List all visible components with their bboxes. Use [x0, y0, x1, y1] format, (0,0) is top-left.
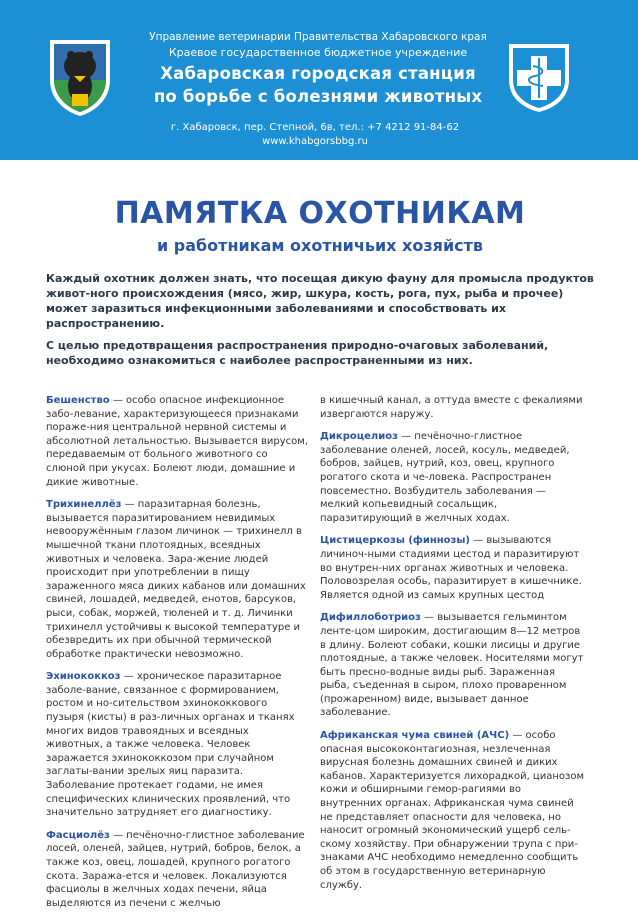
disease-term: Цистицеркозы (финнозы): [320, 535, 470, 547]
disease-description: — вызываются личиноч-ными стадиями цестод и паразитируют во внутрен-них органах животных и человека. Половозрелая особь, паразитирует в кишечнике. Является одной из самых крупных цестод: [320, 535, 582, 601]
right-column: [320, 394, 585, 901]
document-title: ПАМЯТКА ОХОТНИКАМ: [114, 196, 526, 231]
disease-description: — особо опасное инфекционное забо-левание, характеризующееся признаками пораже-ния центральной нервной системы и абсолютной летальностью. Вызывается вирусом, передаваемым от больного животного со слюной при укусах. Болеют люди, домашние и дикие животные.: [46, 395, 308, 488]
intro-paragraph: Каждый охотник должен знать, что посещая дикую фауну для промысла продуктов живот-ного происхождения (мясо, жир, шкура, кость, рога, пух, рыба и прочее) может заразиться инфекционными заболеваниями и способствовать их распространению.: [46, 272, 594, 330]
disease-entry: [46, 498, 308, 661]
org-address: г. Хабаровск, пер. Степной, 6в, тел.: +7 4212 91-84-62: [170, 122, 460, 133]
disease-entry: [46, 670, 308, 820]
org-parent-name: Управление ветеринарии Правительства Хабаровского края: [149, 31, 487, 43]
intro-paragraph-2: С целью предотвращения распространения природно-очаговых заболеваний, необходимо ознакомиться с наиболее распространенными из них.: [46, 339, 549, 367]
disease-term: Дикроцелиоз: [320, 431, 398, 443]
disease-description: — печёночно-глистное заболевание оленей, лосей, косуль, медведей, бобров, зайцев, нутрий, коз, овец, крупного рогатого скота и че-ловека. Распространен повсеместно. Возбудитель заболевания — мелкий копьевидный сосальщик, паразитирующий в желчных ходах.: [320, 431, 570, 524]
disease-term: Фасциолёз: [46, 829, 110, 841]
org-title-line1: Хабаровская городская станция: [160, 64, 476, 83]
disease-description: — вызывается гельминтом ленте-цом широким, достигающим 8—12 метров в длину. Болеют собаки, кошки лисицы и другие плотоядные, а также человек. Носителями могут быть пресно-водные виды рыб. Зараженная рыба, съеденная в сыром, плохо проваренном (прожаренном) виде, вызывает данное заболевание.: [320, 612, 584, 719]
disease-term: Дифиллоботриоз: [320, 612, 421, 624]
disease-term: Трихинеллёз: [46, 499, 122, 511]
disease-description: в кишечный канал, а оттуда вместе с фекалиями извергаются наружу.: [320, 395, 583, 420]
disease-entry: [46, 829, 308, 911]
disease-entry: [46, 394, 308, 489]
disease-term: Бешенство: [46, 395, 110, 406]
disease-entry: [320, 611, 585, 720]
disease-description: — особо опасная высококонтагиозная, незлеченная вирусная болезнь домашних свиней и диких кабанов. Характеризуется лихорадкой, цианозом кожи и обширными гемор-рагиями во внутренних органах. Африканская чума свиней не представляет опасности для человека, но наносит огромный экономический ущерб сель-скому хозяйству. При обнаружении трупа с при-знаками АЧС необходимо немедленно сообщить об этом в государственную ветеринарную службу.: [320, 730, 584, 891]
disease-description: — паразитарная болезнь, вызывается паразитированием невидимых невооружённым глазом личинок — трихинелл в мышечной ткани плотоядных, всеядных животных и человека. Зара-жение людей происходит при употреблении в пищу зараженного мяса диких кабанов или домашних свиней, лошадей, медведей, енотов, барсуков, рыси, собак, моржей, тюленей и т. д. Личинки трихинелл устойчивы к высокой температуре и обезвредить их при обычной термической обработке практически невозможно.: [46, 499, 306, 660]
document-subtitle: и работникам охотничьих хозяйств: [156, 236, 484, 255]
left-column: [46, 394, 308, 919]
disease-description: — хроническое паразитарное заболе-вание, связанное с формированием, ростом и но-сительством эхинококкового пузыря (кисты) в раз-личных органах и тканях многих видов травоядных и всеядных животных, а также человека. Человек заражается эхинококкозом при случайном заглаты-вании зрелых яиц паразита. Заболевание протекает годами, не имея специфических клинических проявлений, что значительно затрудняет его диагностику.: [46, 671, 295, 819]
disease-term: Африканская чума свиней (АЧС): [320, 730, 510, 742]
disease-description: — печёночно-глистное заболевание лосей, оленей, зайцев, нутрий, бобров, белок, а также коз, овец, лошадей, крупного рогатого скота. Заража-ется и человек. Локализуются фасциолы в желчных ходах печени, яйца выделяются из печени с желчью: [46, 829, 305, 909]
disease-entry-continued: [320, 394, 585, 421]
disease-entry: [320, 430, 585, 525]
disease-term: Эхинококкоз: [46, 671, 121, 683]
veterinary-emblem-icon: [505, 40, 573, 114]
org-type: Краевое государственное бюджетное учреждение: [168, 46, 468, 59]
disease-entry: [320, 729, 585, 892]
org-website: www.khabgorsbbg.ru: [262, 136, 368, 147]
disease-entry: [320, 534, 585, 602]
coat-of-arms-icon: [44, 36, 116, 118]
header-banner: [0, 0, 638, 160]
org-title-line2: по борьбе с болезнями животных: [153, 87, 483, 106]
